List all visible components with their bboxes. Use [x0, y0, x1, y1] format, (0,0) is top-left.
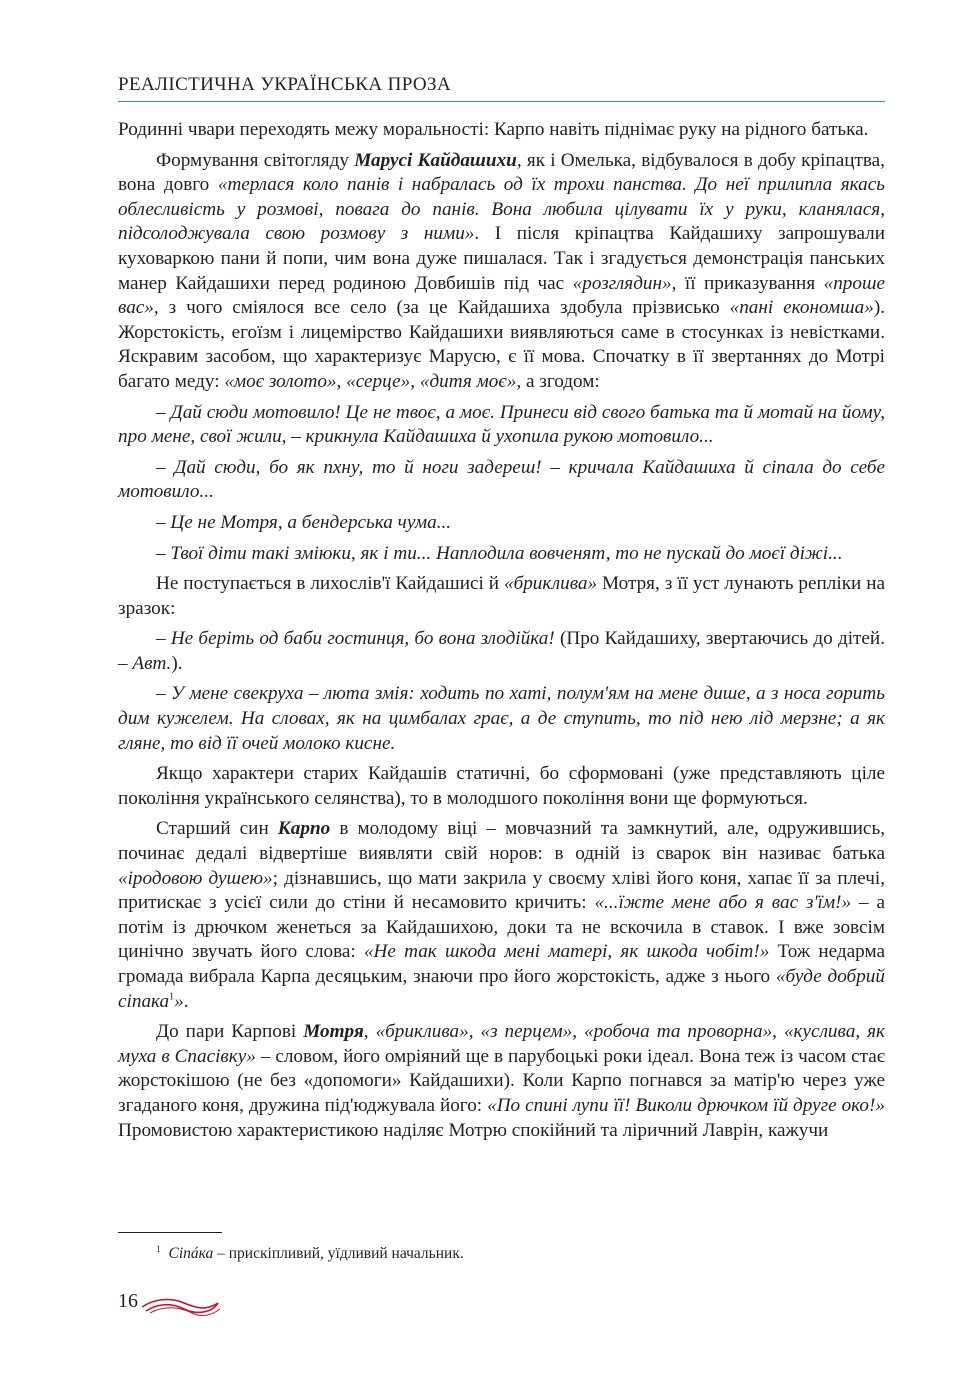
italic-quote: «бриклива», «з перцем», «робоча та проворна», «куслива, як муха в Спасівку»	[118, 1021, 886, 1067]
text-run: ). Жорстокість, егоїзм і лицемірство Кайдашихи виявляються саме в стосунках із невістками. Яскравим засобом, що характеризує Марусю, є її мова. Спочатку в її звертаннях до Мотрі багато меду:	[118, 297, 885, 392]
text-run: Формування світогляду	[156, 149, 355, 171]
text-run: . І після кріпацтва Кайдашиху запрошували куховаркою пани й попи, чим вона дуже пишалася. Так і згадується демонстрація панських манер Кайдашихи перед родиною Довбишів під час	[118, 223, 885, 294]
italic-quote: «моє золото», «серце», «дитя моє»,	[224, 370, 522, 392]
footnote-ref: 1	[169, 991, 175, 1003]
italic-quote: «розглядин»	[572, 272, 672, 294]
text-run: Старший син	[156, 818, 278, 840]
emphasis-name: Марусі Кайдашихи	[354, 149, 517, 171]
italic-quote: «По спині лупи її! Виколи дрючком їй друге око!»	[487, 1094, 885, 1116]
running-header: РЕАЛІСТИЧНА УКРАЇНСЬКА ПРОЗА	[118, 74, 452, 95]
italic-quote: – Не беріть од баби гостинця, бо вона злодійка!	[156, 628, 555, 650]
text-run: Родинні чвари переходять межу моральності: Карпо навіть піднімає руку на рідного батька.	[118, 119, 869, 140]
paragraph	[118, 149, 885, 395]
italic-quote: Авт.	[132, 652, 172, 674]
text-run: в молодому віці – мовчазний та замкнутий, але, одружившись, починає дедалі відвертіше виявляти свій норов: в одній із сварок він називає батька	[118, 818, 885, 865]
italic-quote: «...їжте мене або я вас з'їм!»	[594, 892, 852, 914]
italic-quote: – Це не Мотря, а бендерська чума...	[156, 511, 452, 533]
text-run: Мотря, з її уст лунають репліки на зразок:	[118, 573, 886, 619]
footnote-definition: – прискіпливий, уїдливий начальник.	[213, 1245, 464, 1262]
paragraph	[118, 456, 885, 505]
italic-quote: – У мене свекруха – люта змія: ходить по хаті, полум'ям на мене дише, а з носа горить дим кужелем. На словах, як на цимбалах грає, а де ступить, то під нею лід мерзне; а як гляне, то від її очей молоко кисне.	[118, 683, 885, 754]
paragraph	[118, 401, 885, 450]
italic-quote: «буде добрий сіпака	[118, 966, 885, 1012]
page-number: 16	[118, 1290, 138, 1312]
text-run: .	[183, 990, 189, 1012]
paragraph	[118, 682, 885, 756]
italic-quote: – Дай сюди, бо як пхну, то й ноги задереш! – кричала Кайдашиха й сіпала до себе мотовило...	[118, 456, 885, 503]
italic-quote: – Твої діти такі зміюки, як і ти... Наплодила вовченят, то не пускай до моєї діжі...	[156, 542, 843, 564]
emphasis-name: Карпо	[277, 818, 331, 840]
emphasis-name: Мотря	[303, 1021, 364, 1043]
paragraph	[118, 511, 885, 536]
italic-quote: «Не так шкода мені матері, як шкода чобіт!»	[363, 941, 770, 963]
text-run: – словом, його омріяний ще в парубоцькі роки ідеал. Вона теж із часом стає жорстокішою (не без «допомоги» Кайдашихи). Коли Карпо погнався за матір'ю через уже згаданого коня, дружина під'юджувала його:	[118, 1045, 885, 1116]
text-run: ; дізнавшись, що мати закрила у своєму хліві його коня, хапає її за плечі, притискає з усієї сили до стіни й несамовито кричить:	[118, 867, 885, 914]
text-run: Якщо характери старих Кайдашів статичні, бо сформовані (уже представляють ціле покоління українського селянства), то в молодшого покоління вони ще формуються.	[118, 763, 885, 809]
text-run: До пари Карпові	[156, 1021, 304, 1043]
paragraph	[118, 118, 885, 143]
paragraph	[118, 1020, 885, 1143]
text-run: а згодом:	[521, 370, 600, 392]
footnote	[156, 1244, 856, 1264]
text-run: – а потім із дрючком женеться за Кайдашихою, доки та не вскочила в ставок. І вже зовсім цинічно звучать його слова:	[118, 892, 885, 963]
header-rule	[118, 101, 885, 102]
italic-quote: «бриклива»	[503, 573, 598, 595]
text-run: Промовистою характеристикою наділяє Мотрю спокійний та ліричний Лаврін, кажучи	[118, 1119, 829, 1141]
text-run: (Про Кайдашиху, звертаючись до дітей. –	[118, 628, 886, 674]
italic-quote: »	[174, 990, 184, 1012]
italic-quote: «терлася коло панів і набралась од їх трохи панства. До неї прилипла якась облесливість у розмові, повага до панів. Вона любила цілувати їх у руки, кланялася, підсолоджувала свою розмову з ними»	[118, 174, 885, 245]
main-text	[118, 118, 885, 1143]
paragraph	[118, 542, 885, 567]
text-run: Не поступається в лихослів'ї Кайдашисі й	[156, 573, 504, 595]
paragraph	[118, 817, 885, 1014]
text-run: , з чого сміялося все село (за це Кайдашиха здобула прізвисько	[153, 297, 730, 319]
paragraph	[118, 762, 885, 811]
text-run: , її приказування	[671, 272, 824, 294]
text-run: , як і Омелька, відбувалося в добу кріпацтва, вона довго	[118, 149, 885, 196]
text-run: ).	[171, 652, 183, 674]
page-ornament-icon	[140, 1291, 222, 1321]
footnote-term: Сіпáка	[168, 1245, 214, 1262]
footnote-rule	[118, 1232, 222, 1233]
footnote-mark: 1	[156, 1243, 161, 1254]
italic-quote: – Дай сюди мотовило! Це не твоє, а моє. Принеси від свого батька та й мотай на йому, про мене, свої жили, – крикнула Кайдашиха й ухопила рукою мотовило...	[118, 401, 885, 448]
paragraph	[118, 572, 885, 621]
text-run: Тож недарма громада вибрала Карпа десяцьким, знаючи про його жорстокість, адже з нього	[118, 941, 885, 987]
italic-quote: «пані економша»	[729, 297, 874, 319]
paragraph	[118, 627, 885, 676]
italic-quote: «іродовою душею»	[118, 867, 273, 889]
text-run: ,	[363, 1021, 376, 1043]
italic-quote: «проше вас»	[118, 272, 885, 319]
